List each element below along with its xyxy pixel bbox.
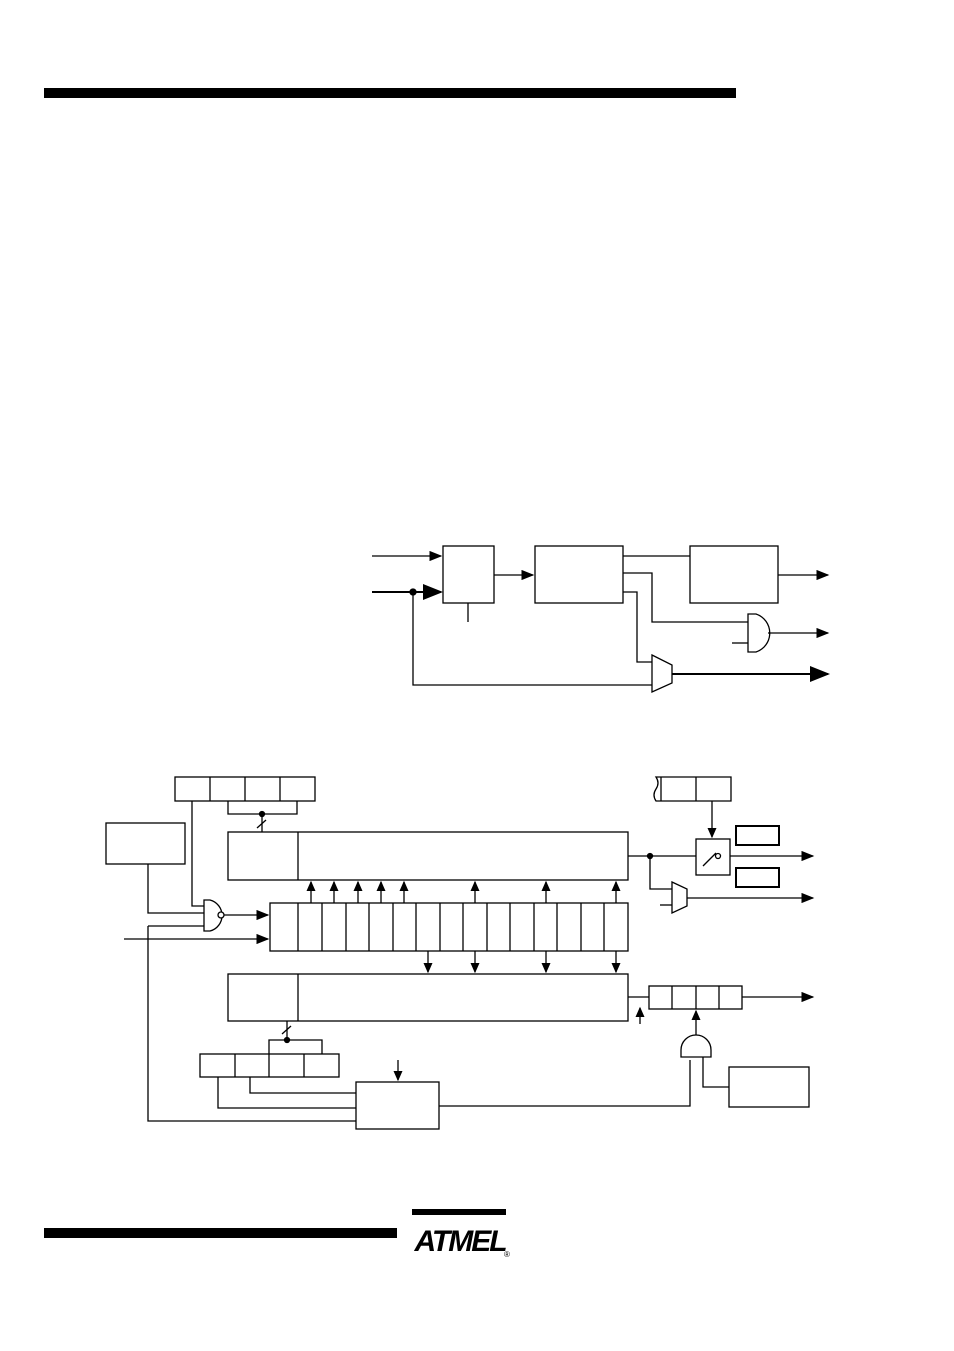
indicator-top xyxy=(736,826,779,845)
indicator-bottom xyxy=(736,868,779,887)
control-logic xyxy=(356,1082,439,1129)
and-gate-lower xyxy=(681,1035,711,1057)
registered-mark: ® xyxy=(504,1250,510,1259)
mux xyxy=(672,882,687,913)
upper-register xyxy=(228,832,628,880)
lower-register xyxy=(228,974,628,1021)
atmel-logo xyxy=(410,1207,510,1259)
status-box-left xyxy=(106,823,185,864)
switch-box xyxy=(696,839,730,875)
status-box-right xyxy=(729,1067,809,1107)
right-register-top xyxy=(654,777,731,801)
shift-register xyxy=(270,903,628,951)
atmel-logo-text: ATMEL xyxy=(414,1225,506,1258)
